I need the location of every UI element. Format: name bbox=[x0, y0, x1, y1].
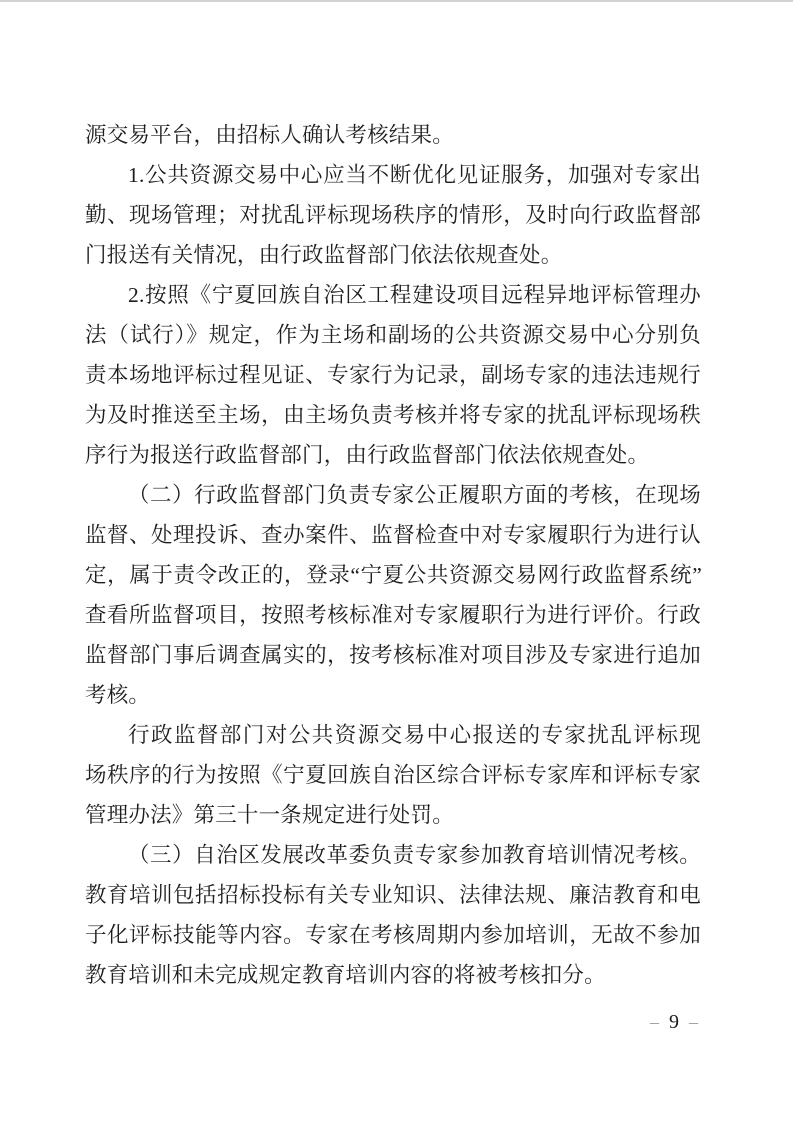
text-line: 场秩序的行为按照《宁夏回族自治区综合评标专家库和评标专家 bbox=[85, 763, 701, 787]
text-line: 管理办法》第三十一条规定进行处罚。 bbox=[85, 803, 454, 827]
text-line: 为及时推送至主场，由主场负责考核并将专家的扰乱评标现场秩 bbox=[85, 403, 701, 427]
scan-edge-line bbox=[0, 0, 793, 2]
text-line: 教育培训和未完成规定教育培训内容的将被考核扣分。 bbox=[85, 963, 606, 987]
text-line: 监督部门事后调查属实的，按考核标准对项目涉及专家进行追加 bbox=[85, 643, 701, 667]
page-footer bbox=[650, 1007, 698, 1037]
text-line: 监督、处理投诉、查办案件、监督检查中对专家履职行为进行认 bbox=[85, 523, 701, 547]
text-line: 源交易平台，由招标人确认考核结果。 bbox=[85, 123, 454, 147]
text-line: 定，属于责令改正的，登录“宁夏公共资源交易网行政监督系统” bbox=[85, 563, 701, 587]
text-line: 法（试行）》规定，作为主场和副场的公共资源交易中心分别负 bbox=[85, 323, 701, 347]
text-line: 行政监督部门对公共资源交易中心报送的专家扰乱评标现 bbox=[128, 723, 701, 747]
text-line: 勤、现场管理；对扰乱评标现场秩序的情形，及时向行政监督部 bbox=[85, 203, 701, 227]
text-line: （三）自治区发展改革委负责专家参加教育培训情况考核。 bbox=[128, 843, 701, 867]
text-line: 考核。 bbox=[85, 683, 151, 707]
page-number: 9 bbox=[669, 1011, 679, 1033]
text-line: 责本场地评标过程见证、专家行为记录，副场专家的违法违规行 bbox=[85, 363, 701, 387]
text-line: 序行为报送行政监督部门，由行政监督部门依法依规查处。 bbox=[85, 443, 650, 467]
document-body bbox=[85, 115, 701, 995]
footer-dash-right: – bbox=[689, 1012, 698, 1032]
text-line: 1.公共资源交易中心应当不断优化见证服务，加强对专家出 bbox=[128, 163, 701, 187]
text-line: 查看所监督项目，按照考核标准对专家履职行为进行评价。行政 bbox=[85, 603, 701, 627]
text-line: 门报送有关情况，由行政监督部门依法依规查处。 bbox=[85, 243, 563, 267]
text-line: （二）行政监督部门负责专家公正履职方面的考核，在现场 bbox=[128, 483, 701, 507]
text-line: 2.按照《宁夏回族自治区工程建设项目远程异地评标管理办 bbox=[128, 283, 701, 307]
footer-dash-left: – bbox=[650, 1012, 659, 1032]
text-line: 子化评标技能等内容。专家在考核周期内参加培训，无故不参加 bbox=[85, 923, 701, 947]
text-line: 教育培训包括招标投标有关专业知识、法律法规、廉洁教育和电 bbox=[85, 883, 701, 907]
